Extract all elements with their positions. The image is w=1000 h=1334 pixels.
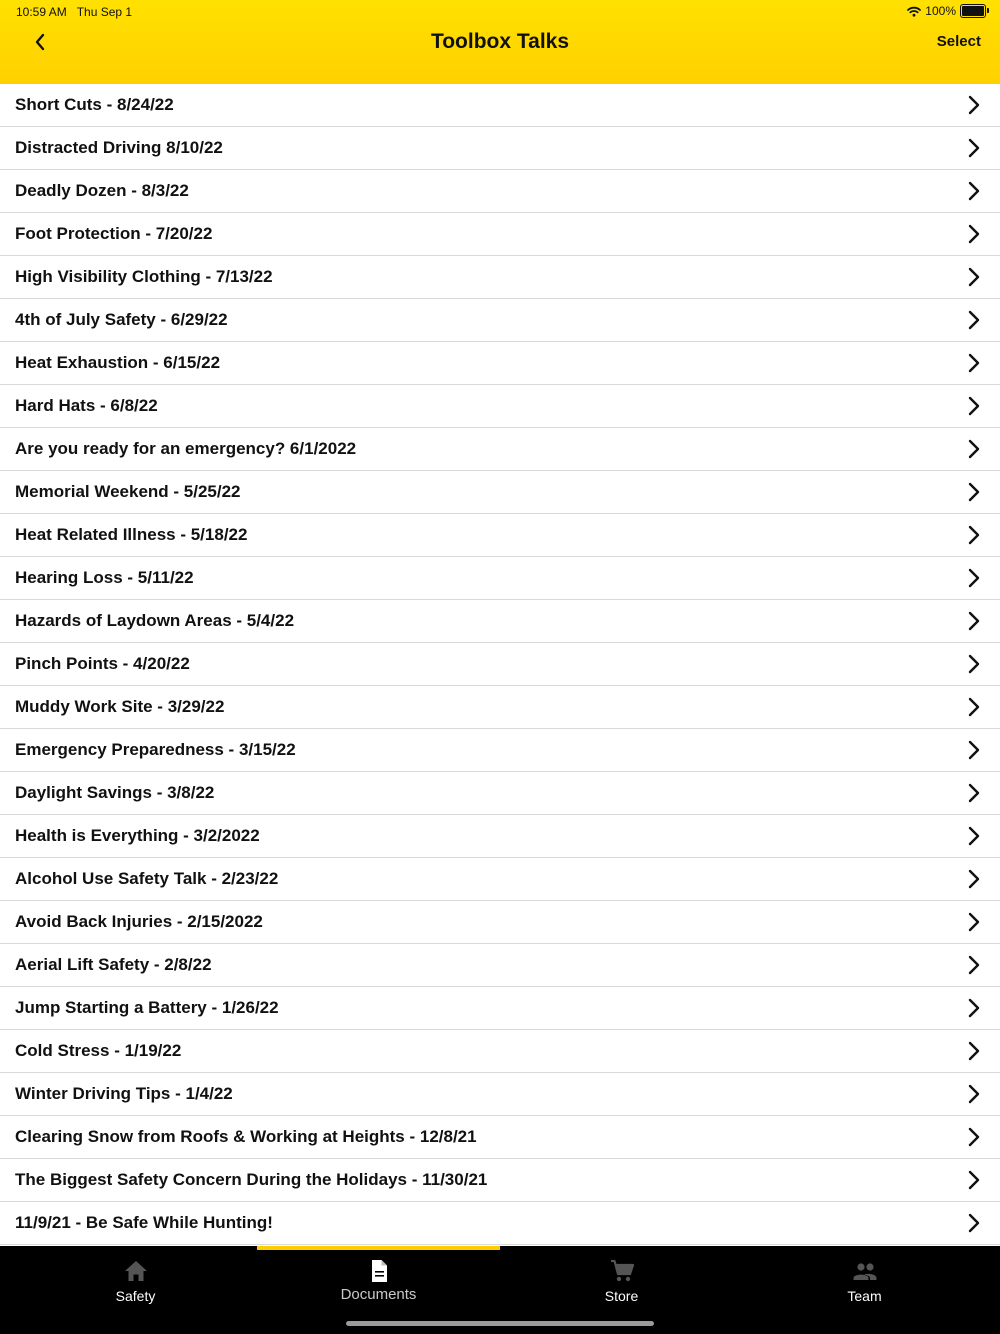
chevron-right-icon <box>967 783 981 803</box>
list-item-label: Deadly Dozen - 8/3/22 <box>15 181 189 200</box>
tab-label: Safety <box>115 1288 156 1304</box>
chevron-right-icon <box>967 1213 981 1233</box>
list-item-label: Hard Hats - 6/8/22 <box>15 396 158 415</box>
list-item-label: Jump Starting a Battery - 1/26/22 <box>15 998 279 1017</box>
list-item-label: Are you ready for an emergency? 6/1/2022 <box>15 439 357 458</box>
tab-team[interactable] <box>743 1246 986 1322</box>
list-item-label: Alcohol Use Safety Talk - 2/23/22 <box>15 869 279 888</box>
tab-store[interactable] <box>500 1246 743 1322</box>
list-item-label: Aerial Lift Safety - 2/8/22 <box>15 955 212 974</box>
tab-label: Team <box>847 1288 882 1304</box>
chevron-right-icon <box>967 568 981 588</box>
chevron-right-icon <box>967 826 981 846</box>
list-item[interactable] <box>0 772 1000 815</box>
list-item[interactable] <box>0 557 1000 600</box>
list-item-label: Daylight Savings - 3/8/22 <box>15 783 215 802</box>
chevron-right-icon <box>967 1084 981 1104</box>
list-item-label: Health is Everything - 3/2/2022 <box>15 826 260 845</box>
chevron-right-icon <box>967 353 981 373</box>
list-item-label: Winter Driving Tips - 1/4/22 <box>15 1084 233 1103</box>
nav-header <box>0 0 1000 85</box>
status-clock: 10:59 AM <box>16 5 67 19</box>
list-item[interactable] <box>0 600 1000 643</box>
tab-documents[interactable] <box>257 1246 500 1322</box>
list-item[interactable] <box>0 127 1000 170</box>
chevron-right-icon <box>967 955 981 975</box>
battery-percent: 100% <box>925 4 956 18</box>
battery-icon <box>960 4 986 18</box>
list-item-label: Muddy Work Site - 3/29/22 <box>15 697 225 716</box>
chevron-right-icon <box>967 697 981 717</box>
list-item[interactable] <box>0 1073 1000 1116</box>
list-item-label: The Biggest Safety Concern During the Holidays - 11/30/21 <box>15 1170 488 1189</box>
list-item[interactable] <box>0 170 1000 213</box>
list-item[interactable] <box>0 471 1000 514</box>
list-item[interactable] <box>0 686 1000 729</box>
chevron-right-icon <box>967 525 981 545</box>
list-item-label: Avoid Back Injuries - 2/15/2022 <box>15 912 263 931</box>
list-item[interactable] <box>0 987 1000 1030</box>
home-icon <box>123 1258 149 1284</box>
chevron-right-icon <box>967 869 981 889</box>
status-date: Thu Sep 1 <box>76 5 133 19</box>
chevron-right-icon <box>967 1041 981 1061</box>
chevron-right-icon <box>967 396 981 416</box>
chevron-right-icon <box>967 267 981 287</box>
list-item-label: Emergency Preparedness - 3/15/22 <box>15 740 296 759</box>
list-item-label: Short Cuts - 8/24/22 <box>15 95 174 114</box>
list-item[interactable] <box>0 944 1000 987</box>
chevron-right-icon <box>967 224 981 244</box>
list-item-label: Distracted Driving 8/10/22 <box>15 138 223 157</box>
status-indicators <box>907 4 986 18</box>
list-item[interactable] <box>0 1116 1000 1159</box>
list-item-label: 11/9/21 - Be Safe While Hunting! <box>15 1213 273 1232</box>
chevron-right-icon <box>967 740 981 760</box>
list-item-label: Heat Exhaustion - 6/15/22 <box>15 353 221 372</box>
list-item-label: Heat Related Illness - 5/18/22 <box>15 525 248 544</box>
list-item[interactable] <box>0 299 1000 342</box>
list-item[interactable] <box>0 514 1000 557</box>
chevron-right-icon <box>967 1127 981 1147</box>
chevron-right-icon <box>967 611 981 631</box>
list-item-label: Cold Stress - 1/19/22 <box>15 1041 182 1060</box>
list-item[interactable] <box>0 858 1000 901</box>
home-indicator <box>346 1321 654 1326</box>
list-item[interactable] <box>0 84 1000 127</box>
tab-label: Store <box>604 1288 639 1304</box>
list-item-label: Hazards of Laydown Areas - 5/4/22 <box>15 611 295 630</box>
status-time <box>16 5 132 19</box>
list-item-label: Pinch Points - 4/20/22 <box>15 654 190 673</box>
page-title: Toolbox Talks <box>430 30 570 53</box>
list-item[interactable] <box>0 643 1000 686</box>
chevron-right-icon <box>967 138 981 158</box>
list-item[interactable] <box>0 729 1000 772</box>
list-item-label: Memorial Weekend - 5/25/22 <box>15 482 241 501</box>
list-item-label: Foot Protection - 7/20/22 <box>15 224 213 243</box>
chevron-right-icon <box>967 439 981 459</box>
toolbox-talks-list <box>0 84 1000 1245</box>
document-icon <box>366 1258 392 1284</box>
tab-label: Documents <box>340 1286 417 1303</box>
list-item[interactable] <box>0 1159 1000 1202</box>
wifi-icon <box>907 6 921 17</box>
chevron-right-icon <box>967 482 981 502</box>
list-item[interactable] <box>0 428 1000 471</box>
chevron-right-icon <box>967 912 981 932</box>
list-item-label: High Visibility Clothing - 7/13/22 <box>15 267 273 286</box>
list-item[interactable] <box>0 1030 1000 1073</box>
people-icon <box>852 1258 878 1284</box>
chevron-right-icon <box>967 95 981 115</box>
list-item-label: Clearing Snow from Roofs & Working at Heights - 12/8/21 <box>15 1127 477 1146</box>
list-item[interactable] <box>0 901 1000 944</box>
tab-safety[interactable] <box>14 1246 257 1322</box>
chevron-right-icon <box>967 181 981 201</box>
list-item[interactable] <box>0 342 1000 385</box>
list-item[interactable] <box>0 1202 1000 1245</box>
list-item[interactable] <box>0 213 1000 256</box>
list-item[interactable] <box>0 385 1000 428</box>
list-item-label: 4th of July Safety - 6/29/22 <box>15 310 228 329</box>
list-item[interactable] <box>0 256 1000 299</box>
list-item-label: Hearing Loss - 5/11/22 <box>15 568 194 587</box>
chevron-right-icon <box>967 1170 981 1190</box>
chevron-right-icon <box>967 310 981 330</box>
cart-icon <box>609 1258 635 1284</box>
chevron-right-icon <box>967 654 981 674</box>
select-button[interactable]: Select <box>936 33 981 50</box>
chevron-right-icon <box>967 998 981 1018</box>
list-item[interactable] <box>0 815 1000 858</box>
